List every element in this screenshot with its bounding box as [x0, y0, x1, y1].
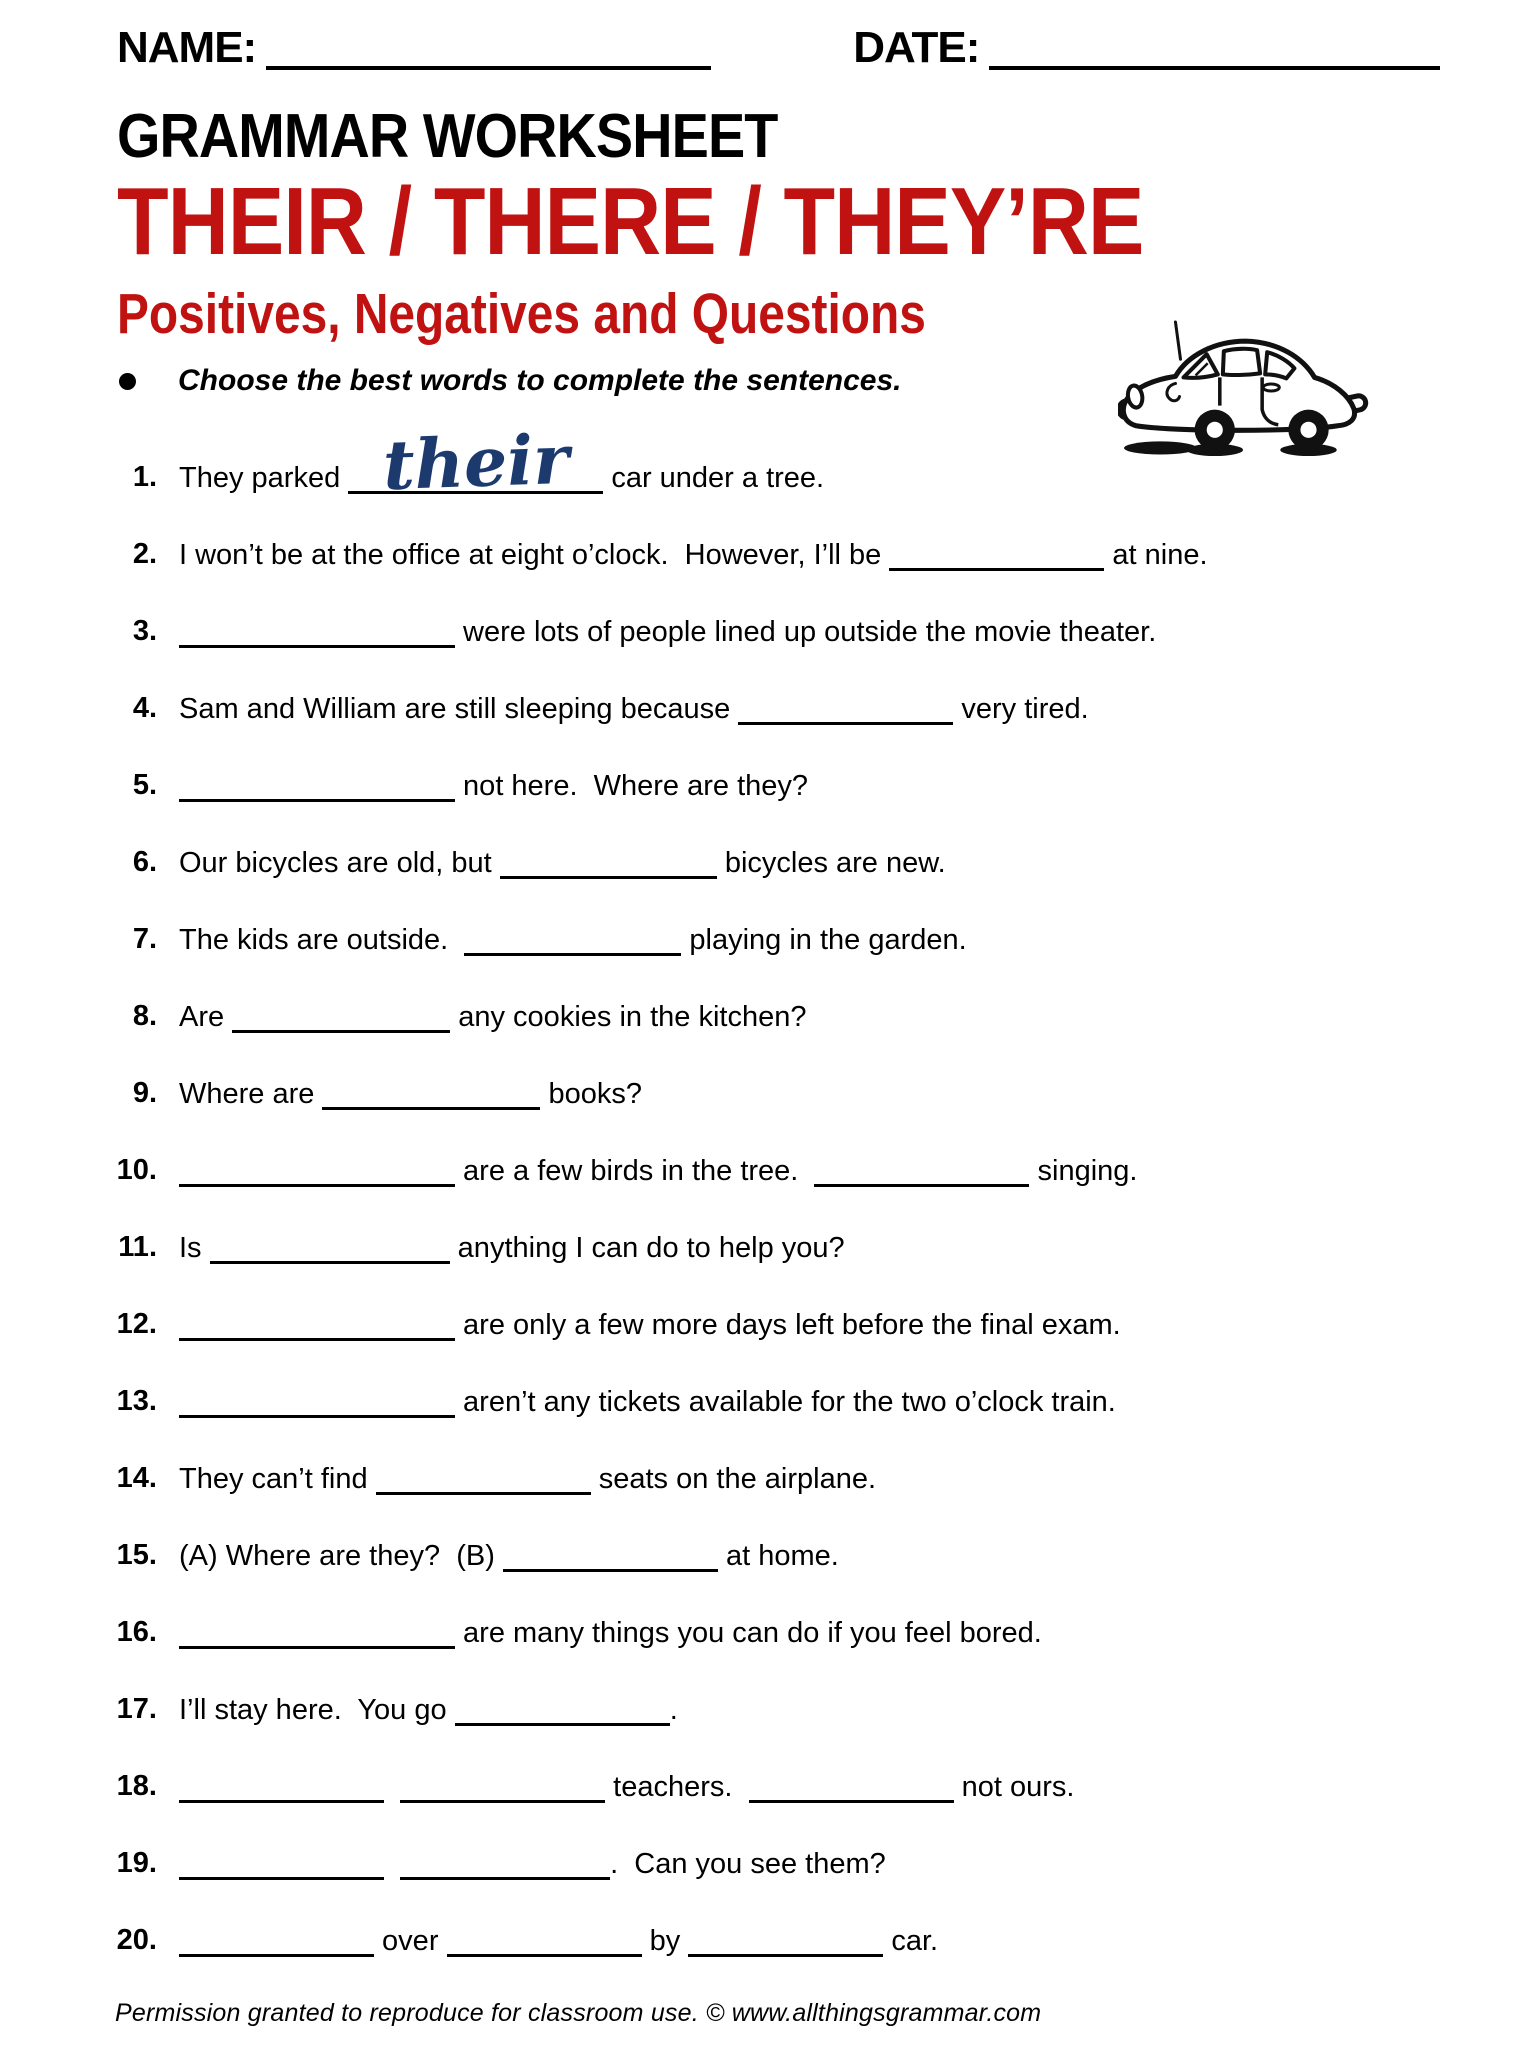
question-row — [0, 978, 1536, 1055]
question-number: 7. — [132, 923, 157, 955]
sentence-fragment — [384, 1771, 400, 1803]
sentence-fragment: car under a tree. — [603, 461, 825, 494]
question-row — [0, 1594, 1536, 1671]
answer-blank[interactable] — [232, 1000, 450, 1033]
sentence-fragment: by — [641, 1924, 689, 1957]
answer-blank[interactable] — [376, 1462, 591, 1495]
question-sentence — [179, 769, 808, 803]
answer-blank[interactable] — [179, 1770, 384, 1803]
answer-blank[interactable] — [179, 1385, 455, 1418]
question-number: 5. — [132, 769, 157, 801]
date-label: DATE: — [853, 23, 980, 72]
sentence-fragment — [384, 1848, 400, 1880]
sentence-fragment: I won’t be at the office at eight o’clock. However, I’ll be — [179, 538, 890, 571]
sentence-fragment: not here. Where are they? — [455, 769, 809, 802]
page-subtitle: Positives, Negatives and Questions — [117, 282, 926, 346]
sentence-fragment: Is — [179, 1231, 210, 1264]
question-row — [0, 1055, 1536, 1132]
question-sentence — [179, 419, 825, 506]
question-sentence — [179, 1154, 1137, 1188]
page-title: THEIR / THERE / THEY’RE — [117, 168, 1144, 275]
question-row — [0, 901, 1536, 978]
sentence-fragment: . — [669, 1693, 678, 1726]
name-date-row — [0, 0, 1536, 70]
sentence-fragment: playing in the garden. — [681, 923, 967, 956]
name-label: NAME: — [117, 23, 257, 72]
sentence-fragment: The kids are outside. — [179, 923, 465, 956]
car-shadow — [1124, 441, 1197, 454]
bullet-icon — [119, 373, 136, 390]
question-sentence — [179, 1231, 845, 1265]
car-door-window — [1223, 349, 1260, 375]
footer-credit: Permission granted to reproduce for classroom use. © www.allthingsgrammar.com — [115, 1999, 1042, 2027]
sentence-fragment: over — [374, 1924, 447, 1957]
question-row — [0, 1748, 1536, 1825]
answer-blank[interactable] — [322, 1077, 540, 1110]
question-number: 12. — [116, 1308, 157, 1340]
sentence-fragment: car. — [883, 1924, 939, 1957]
sentence-fragment: books? — [540, 1077, 643, 1110]
car-antenna — [1175, 322, 1180, 359]
question-number: 19. — [116, 1847, 157, 1879]
answer-blank[interactable] — [400, 1847, 610, 1880]
answer-blank[interactable] — [889, 538, 1104, 571]
question-sentence — [179, 846, 946, 880]
question-number: 8. — [132, 1000, 157, 1032]
answer-blank[interactable] — [400, 1770, 605, 1803]
answer-blank[interactable] — [749, 1770, 954, 1803]
answer-blank[interactable] — [814, 1154, 1029, 1187]
question-number: 14. — [116, 1462, 157, 1494]
question-row — [0, 1363, 1536, 1440]
answer-blank[interactable] — [179, 769, 455, 802]
question-row — [0, 670, 1536, 747]
sentence-fragment: Our bicycles are old, but — [179, 846, 500, 879]
answer-blank[interactable] — [464, 923, 681, 956]
question-row — [0, 1671, 1536, 1748]
sentence-fragment: teachers. — [605, 1770, 749, 1803]
sentence-fragment: anything I can do to help you? — [449, 1231, 845, 1264]
sentence-fragment: They parked — [179, 461, 349, 494]
answer-blank[interactable] — [447, 1924, 642, 1957]
question-number: 11. — [118, 1231, 157, 1263]
question-row — [0, 1825, 1536, 1902]
sentence-fragment: are many things you can do if you feel bored. — [455, 1616, 1042, 1649]
car-door-handle — [1263, 384, 1279, 391]
question-sentence — [179, 692, 1089, 726]
question-number: 4. — [132, 692, 157, 724]
sentence-fragment: very tired. — [953, 692, 1089, 725]
answer-blank[interactable] — [210, 1231, 450, 1264]
question-sentence — [179, 1693, 678, 1727]
question-number: 13. — [116, 1385, 157, 1417]
question-number: 16. — [116, 1616, 157, 1648]
question-number: 3. — [132, 615, 157, 647]
question-number: 9. — [132, 1077, 157, 1109]
question-sentence — [179, 1924, 938, 1958]
question-row — [0, 1517, 1536, 1594]
question-number: 1. — [132, 461, 157, 493]
sentence-fragment: (A) Where are they? (B) — [179, 1539, 503, 1572]
question-row — [0, 1209, 1536, 1286]
sentence-fragment: seats on the airplane. — [590, 1462, 877, 1495]
question-sentence — [179, 1462, 876, 1496]
question-row — [0, 1286, 1536, 1363]
question-sentence — [179, 1308, 1121, 1342]
sentence-fragment: are a few birds in the tree. — [455, 1154, 815, 1187]
car-illustration — [1118, 316, 1370, 464]
question-row — [0, 1902, 1536, 1979]
answer-blank[interactable] — [500, 846, 717, 879]
question-number: 6. — [132, 846, 157, 878]
instruction-text: Choose the best words to complete the sentences. — [178, 364, 902, 397]
name-input-line[interactable] — [266, 56, 711, 70]
question-sentence — [179, 1077, 642, 1111]
question-row — [0, 1440, 1536, 1517]
question-sentence — [179, 1616, 1042, 1650]
sentence-fragment: I’ll stay here. You go — [179, 1693, 455, 1726]
question-row — [0, 747, 1536, 824]
answer-blank[interactable] — [179, 1847, 384, 1880]
sentence-fragment: Sam and William are still sleeping because — [179, 692, 739, 725]
answer-blank[interactable] — [348, 419, 603, 506]
question-sentence — [179, 923, 967, 957]
question-sentence — [179, 1847, 886, 1881]
sentence-fragment: singing. — [1029, 1154, 1138, 1187]
question-number: 15. — [116, 1539, 157, 1571]
sentence-fragment: Are — [179, 1000, 233, 1033]
question-sentence — [179, 1770, 1075, 1804]
sentence-fragment: not ours. — [953, 1770, 1075, 1803]
sentence-fragment: at home. — [717, 1539, 839, 1572]
sentence-fragment: were lots of people lined up outside the movie theater. — [455, 615, 1157, 648]
sentence-fragment: bicycles are new. — [716, 846, 946, 879]
answer-blank[interactable] — [738, 692, 953, 725]
sentence-fragment: They can’t find — [179, 1462, 376, 1495]
sentence-fragment: are only a few more days left before the final exam. — [455, 1308, 1121, 1341]
question-list — [0, 419, 1536, 1979]
answer-blank[interactable] — [455, 1693, 670, 1726]
worksheet-kicker: GRAMMAR WORKSHEET — [117, 102, 778, 171]
question-number: 2. — [132, 538, 157, 570]
sentence-fragment: any cookies in the kitchen? — [450, 1000, 807, 1033]
answer-blank[interactable] — [179, 1308, 455, 1341]
date-input-line[interactable] — [989, 56, 1440, 70]
answer-blank[interactable] — [688, 1924, 883, 1957]
answer-blank[interactable] — [503, 1539, 718, 1572]
answer-blank[interactable] — [179, 1154, 455, 1187]
sentence-fragment: aren’t any tickets available for the two o’clock train. — [455, 1385, 1116, 1418]
answer-blank[interactable] — [179, 615, 455, 648]
answer-blank[interactable] — [179, 1616, 455, 1649]
handwritten-answer: their — [381, 419, 570, 506]
question-sentence — [179, 615, 1156, 649]
question-number: 10. — [116, 1154, 157, 1186]
question-sentence — [179, 538, 1208, 572]
sentence-fragment: Where are — [179, 1077, 323, 1110]
question-row — [0, 1132, 1536, 1209]
question-sentence — [179, 1385, 1116, 1419]
question-row — [0, 593, 1536, 670]
question-row — [0, 824, 1536, 901]
question-row — [0, 516, 1536, 593]
sentence-fragment: at nine. — [1104, 538, 1208, 571]
question-number: 17. — [116, 1693, 157, 1725]
question-number: 18. — [116, 1770, 157, 1802]
question-sentence — [179, 1539, 839, 1573]
answer-blank[interactable] — [179, 1924, 374, 1957]
sentence-fragment: . Can you see them? — [610, 1847, 886, 1880]
question-sentence — [179, 1000, 806, 1034]
question-number: 20. — [116, 1924, 157, 1956]
